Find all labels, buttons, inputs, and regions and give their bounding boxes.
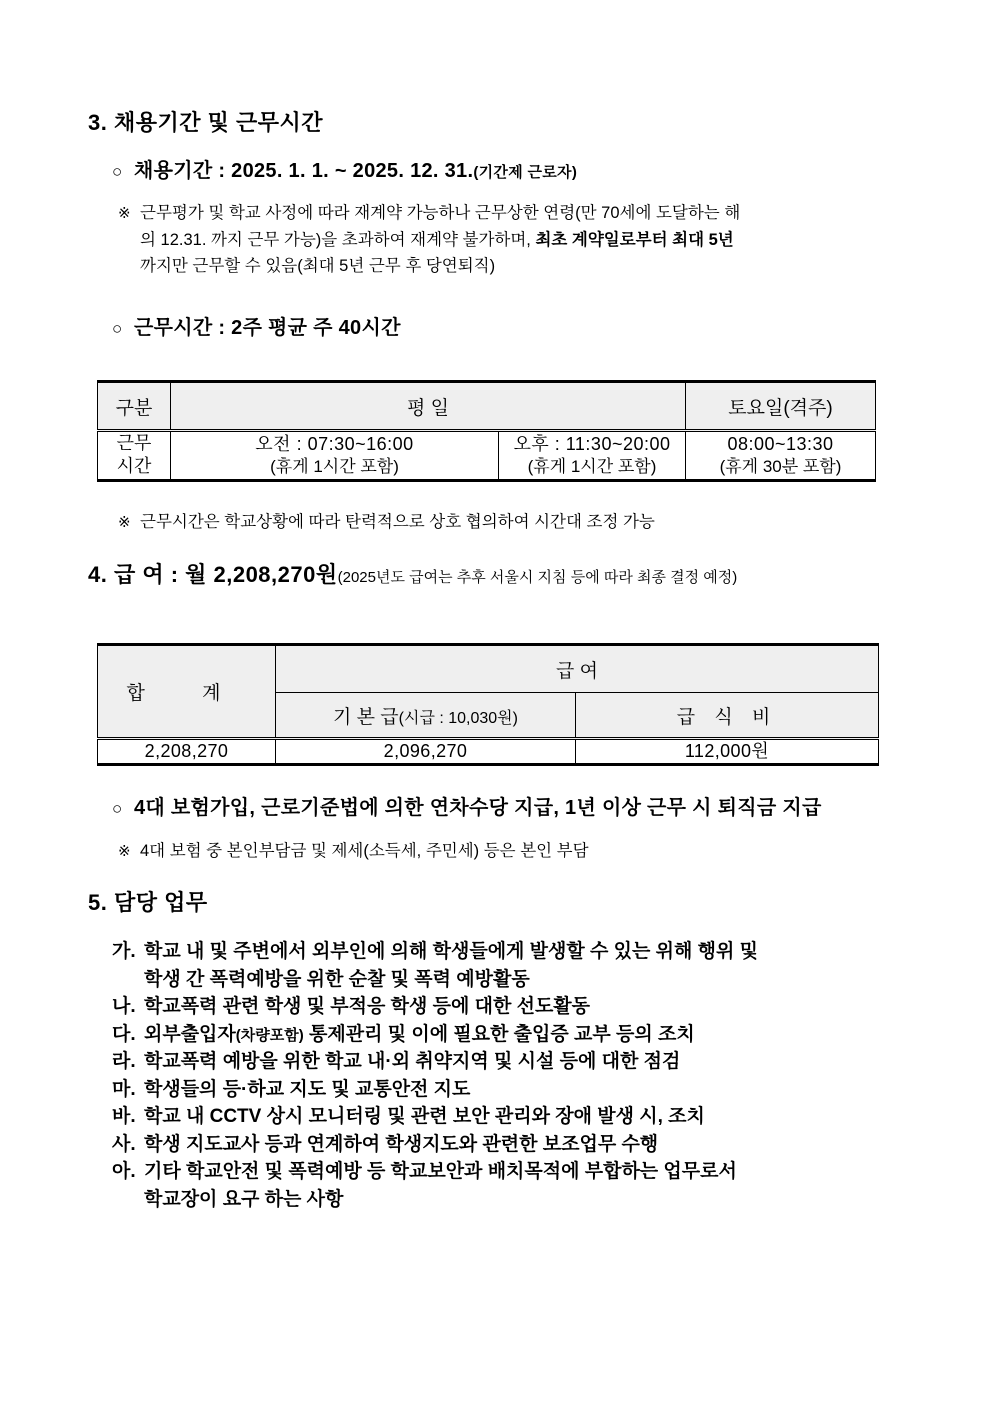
cell-afternoon-line2: (휴게 1시간 포함) bbox=[527, 457, 657, 477]
duty-marker-b: 나. bbox=[112, 996, 136, 1018]
cell-saturday-shift bbox=[686, 431, 876, 481]
pay-table bbox=[97, 643, 879, 766]
duty-text-d: 학교폭력 예방을 위한 학교 내·외 취약지역 및 시설 등에 대한 점검 bbox=[144, 1051, 681, 1073]
circle-bullet-icon: ○ bbox=[112, 162, 123, 181]
pay-header-base-main: 기 본 급 bbox=[333, 706, 399, 728]
header-cell-weekday: 평 일 bbox=[171, 382, 686, 431]
note-text-2a: 의 12.31. 까지 근무 가능)을 초과하여 재계약 불가하며, bbox=[140, 230, 536, 249]
duty-text-a: 학교 내 및 주변에서 외부인에 의해 학생들에게 발생할 수 있는 위해 행위 및 bbox=[144, 941, 758, 962]
duty-marker-f: 바. bbox=[112, 1106, 136, 1128]
reference-mark-icon-3: ※ bbox=[118, 843, 131, 860]
duty-text-c-paren: (차량포함) bbox=[235, 1026, 304, 1044]
hours-line bbox=[112, 315, 712, 342]
pay-header-base bbox=[276, 693, 576, 739]
pay-value-total: 2,208,270 bbox=[98, 739, 276, 765]
duty-text-b: 학교폭력 관련 학생 및 부적응 학생 등에 대한 선도활동 bbox=[144, 996, 591, 1018]
duty-text-h-cont: 학교장이 요구 하는 사항 bbox=[144, 1188, 344, 1210]
pay-value-row bbox=[98, 739, 879, 765]
duty-marker-e: 마. bbox=[112, 1078, 136, 1100]
row-label-line2: 시간 bbox=[116, 456, 152, 477]
pay-header-meal-text: 급 식 비 bbox=[676, 706, 778, 728]
cell-saturday-line2: (휴게 30분 포함) bbox=[719, 457, 842, 477]
duty-marker-a: 가. bbox=[112, 941, 136, 962]
work-hours-table-wrapper bbox=[97, 380, 875, 482]
period-line bbox=[112, 158, 902, 185]
section-3-hours-row bbox=[112, 315, 712, 342]
duty-marker-d: 라. bbox=[112, 1051, 136, 1073]
section-4-title: 4. 급 여 : 월 2,208,270원 bbox=[88, 562, 338, 587]
period-label: 채용기간 : 2025. 1. 1. ~ 2025. 12. 31. bbox=[134, 160, 474, 182]
section-3-period-row bbox=[112, 158, 902, 185]
duty-text-c-pre: 외부출입자 bbox=[144, 1023, 236, 1045]
header-cell-saturday: 토요일(격주) bbox=[686, 382, 876, 431]
section-4-title-note: (2025년도 급여는 추후 서울시 지침 등에 따라 최종 결정 예정) bbox=[337, 569, 738, 586]
insurance-bullet-text: 4대 보험가입, 근로기준법에 의한 연차수당 지급, 1년 이상 근무 시 퇴직금 지급 bbox=[134, 797, 822, 819]
list-item bbox=[112, 1048, 912, 1076]
note-line-3 bbox=[118, 253, 898, 280]
work-hours-table-note bbox=[118, 509, 888, 536]
table-body-row bbox=[98, 431, 876, 481]
duty-text-f: 학교 내 CCTV 상시 모니터링 및 관련 보안 관리와 장애 발생 시, 조치 bbox=[144, 1106, 705, 1128]
work-hours-note-text: 근무시간은 학교상황에 따라 탄력적으로 상호 협의하여 시간대 조정 가능 bbox=[140, 513, 655, 531]
section-3-note-block bbox=[118, 200, 898, 280]
section-4-title-row bbox=[88, 562, 968, 588]
duty-marker-c: 다. bbox=[112, 1023, 136, 1045]
period-paren: (기간제 근로자) bbox=[473, 164, 578, 181]
cell-afternoon-line1: 오후 : 11:30~20:00 bbox=[513, 433, 671, 454]
duty-text-a-cont: 학생 간 폭력예방을 위한 순찰 및 폭력 예방활동 bbox=[144, 968, 530, 990]
pay-header-total bbox=[98, 645, 276, 739]
list-item bbox=[112, 1158, 912, 1186]
pay-value-base: 2,096,270 bbox=[276, 739, 576, 765]
list-item bbox=[112, 1103, 912, 1131]
pay-value-meal: 112,000원 bbox=[576, 739, 879, 765]
reference-mark-icon-2: ※ bbox=[118, 514, 131, 531]
pay-header-group: 급 여 bbox=[276, 645, 879, 693]
cell-afternoon-shift bbox=[499, 431, 686, 481]
list-item bbox=[112, 993, 912, 1021]
list-item bbox=[112, 1076, 912, 1104]
cell-morning-shift bbox=[171, 431, 499, 481]
pay-table-wrapper bbox=[97, 643, 878, 766]
note-text-2 bbox=[140, 227, 898, 254]
section-5-title: 5. 담당 업무 bbox=[88, 890, 208, 915]
duty-text-g: 학생 지도교사 등과 연계하여 학생지도와 관련한 보조업무 수행 bbox=[144, 1133, 659, 1155]
note-text-2-bold: 최초 계약일로부터 최대 5년 bbox=[535, 230, 734, 249]
cell-morning-line2: (휴게 1시간 포함) bbox=[270, 457, 399, 477]
duty-text-c bbox=[144, 1021, 912, 1049]
note-line-1 bbox=[118, 200, 898, 227]
note-line-2 bbox=[118, 227, 898, 254]
note-text-1: 근무평가 및 학교 사정에 따라 재계약 가능하나 근무상한 연령(만 70세에 도달하는 해 bbox=[140, 204, 741, 222]
list-item bbox=[112, 1021, 912, 1049]
circle-bullet-icon-2: ○ bbox=[112, 319, 123, 338]
duty-marker-h: 아. bbox=[112, 1161, 136, 1183]
note-text-3: 까지만 근무할 수 있음(최대 5년 근무 후 당연퇴직) bbox=[140, 257, 496, 276]
header-cell-division: 구분 bbox=[98, 382, 171, 431]
list-item bbox=[112, 1131, 912, 1159]
cell-saturday-line1: 08:00~13:30 bbox=[727, 433, 834, 454]
duty-text-c-post: 통제관리 및 이에 필요한 출입증 교부 등의 조치 bbox=[303, 1023, 695, 1045]
hours-label: 근무시간 : 2주 평균 주 40시간 bbox=[134, 317, 401, 339]
circle-bullet-icon-3: ○ bbox=[112, 799, 123, 818]
duties-list bbox=[112, 938, 912, 1213]
duty-text-h: 기타 학교안전 및 폭력예방 등 학교보안과 배치목적에 부합하는 업무로서 bbox=[144, 1161, 737, 1183]
insurance-note-line bbox=[118, 838, 918, 865]
reference-mark-icon: ※ bbox=[118, 205, 131, 222]
work-hours-table bbox=[97, 380, 876, 482]
cell-morning-line1: 오전 : 07:30~16:00 bbox=[255, 433, 414, 454]
pay-header-row-1 bbox=[98, 645, 879, 693]
duty-text-e: 학생들의 등·하교 지도 및 교통안전 지도 bbox=[144, 1078, 471, 1100]
insurance-note-text: 4대 보험 중 본인부담금 및 제세(소득세, 주민세) 등은 본인 부담 bbox=[140, 842, 589, 860]
row-label-line1: 근무 bbox=[116, 433, 152, 453]
row-label-work-hours bbox=[98, 431, 171, 481]
list-item bbox=[112, 938, 912, 966]
pay-header-total-text: 합 계 bbox=[126, 683, 247, 704]
pay-header-meal bbox=[576, 693, 879, 739]
pay-header-base-paren: (시급 : 10,030원) bbox=[398, 709, 518, 727]
table-header-row bbox=[98, 382, 876, 431]
duty-marker-g: 사. bbox=[112, 1133, 136, 1155]
insurance-bullet-line bbox=[112, 795, 912, 822]
section-3-title: 3. 채용기간 및 근무시간 bbox=[88, 110, 323, 135]
